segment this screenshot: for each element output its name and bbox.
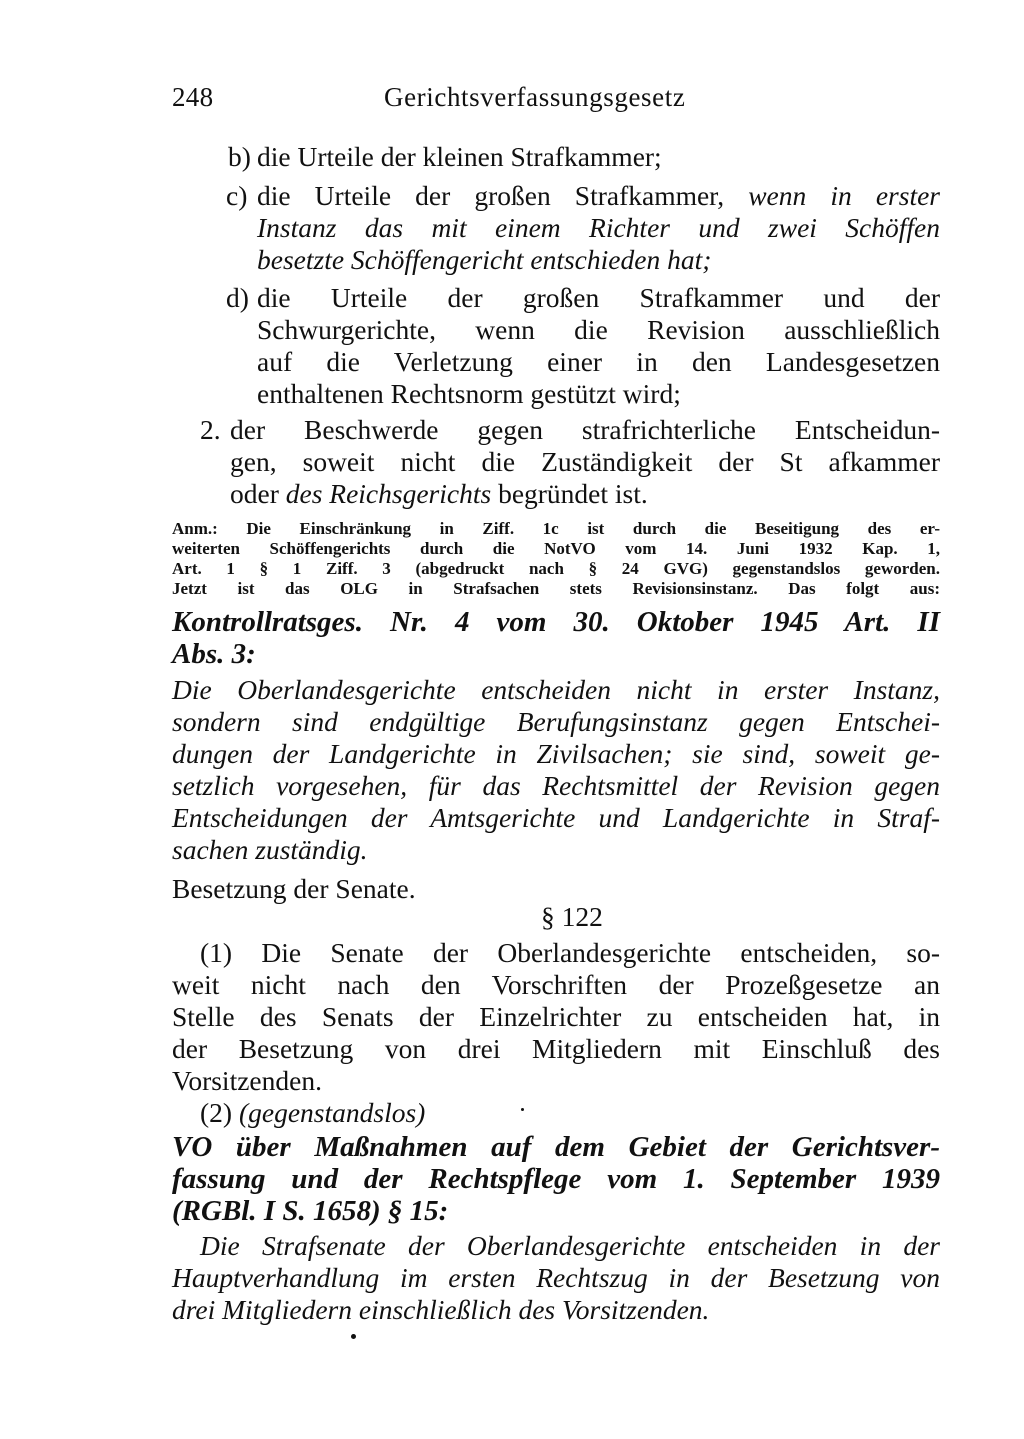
item-c-line-2: Instanz das mit einem Richter und zwei Schöffen bbox=[257, 212, 940, 243]
kontrollrat-text-4: setzlich vorgesehen, für das Rechtsmittel der Revision gegen bbox=[172, 770, 940, 801]
kontrollrat-heading-2: Abs. 3: bbox=[172, 638, 256, 670]
item-2-line-3-b: begründet ist. bbox=[498, 478, 648, 509]
item-d-line-1: die Urteile der großen Strafkammer und der bbox=[257, 282, 940, 313]
item-2-line-3-italic: des Reichsgerichts bbox=[285, 478, 492, 509]
item-2-line-2: gen, soweit nicht die Zuständigkeit der St afkammer bbox=[230, 446, 940, 477]
item-b-text: die Urteile der kleinen Strafkammer; bbox=[257, 141, 662, 172]
kontrollrat-heading-1: Kontrollratsges. Nr. 4 vom 30. Oktober 1945 Art. II bbox=[172, 606, 940, 638]
item-2-line-1: der Beschwerde gegen strafrichterliche Entscheidun- bbox=[230, 414, 940, 445]
item-c-line-1 bbox=[257, 180, 940, 212]
anm-line-1: Anm.: Die Einschränkung in Ziff. 1c ist durch die Beseitigung des er- bbox=[172, 519, 940, 538]
page-header bbox=[172, 82, 942, 118]
kontrollrat-text-5: Entscheidungen der Amtsgerichte und Landgerichte in Straf- bbox=[172, 802, 940, 833]
para-2-number: (2) bbox=[200, 1097, 233, 1128]
running-title: Gerichtsverfassungsgesetz bbox=[384, 82, 686, 112]
anm-line-3: Art. 1 § 1 Ziff. 3 (abgedruckt nach § 24 GVG) gegenstandslos geworden. bbox=[172, 559, 940, 578]
item-b-label: b) bbox=[228, 141, 251, 172]
kontrollrat-text-2: sondern sind endgültige Berufungsinstanz gegen Entschei- bbox=[172, 706, 940, 737]
item-c-label: c) bbox=[226, 180, 248, 211]
vo-text-1: Die Strafsenate der Oberlandesgerichte entscheiden in der bbox=[200, 1230, 940, 1261]
vo-heading-3: (RGBl. I S. 1658) § 15: bbox=[172, 1195, 449, 1227]
anm-line-4: Jetzt ist das OLG in Strafsachen stets Revisionsinstanz. Das folgt aus: bbox=[172, 579, 940, 598]
anm-line-2: weiterten Schöffengerichts durch die NotVO vom 14. Juni 1932 Kap. 1, bbox=[172, 539, 940, 558]
item-2-label: 2. bbox=[200, 414, 221, 445]
item-d-label: d) bbox=[226, 282, 249, 313]
item-d-line-3: auf die Verletzung einer in den Landesgesetzen bbox=[257, 346, 940, 377]
page-number: 248 bbox=[172, 82, 214, 112]
item-2-line-3 bbox=[230, 478, 648, 510]
item-2-line-3-a: oder bbox=[230, 478, 279, 509]
item-c-line-1-normal: die Urteile der großen Strafkammer, bbox=[257, 180, 725, 211]
vo-text-2: Hauptverhandlung im ersten Rechtszug in der Besetzung von bbox=[172, 1262, 940, 1293]
para-1-line-1: (1) Die Senate der Oberlandesgerichte entscheiden, so- bbox=[200, 937, 940, 968]
para-1-line-2: weit nicht nach den Vorschriften der Prozeßgesetze an bbox=[172, 969, 940, 1000]
para-1-line-4: der Besetzung von drei Mitgliedern mit Einschluß des bbox=[172, 1033, 940, 1064]
para-2-text: (gegenstandslos) bbox=[238, 1097, 426, 1128]
para-1-line-5: Vorsitzenden. bbox=[172, 1065, 322, 1096]
item-c-line-3: besetzte Schöffengericht entschieden hat; bbox=[257, 244, 712, 275]
kontrollrat-text-1: Die Oberlandesgerichte entscheiden nicht in erster Instanz, bbox=[172, 674, 940, 705]
kontrollrat-text-6: sachen zuständig. bbox=[172, 834, 368, 865]
scan-speck bbox=[351, 1334, 356, 1339]
para-1-line-3: Stelle des Senats der Einzelrichter zu entscheiden hat, in bbox=[172, 1001, 940, 1032]
vo-text-3: drei Mitgliedern einschließlich des Vorsitzenden. bbox=[172, 1294, 710, 1325]
section-number: § 122 bbox=[541, 901, 603, 932]
item-d-line-2: Schwurgerichte, wenn die Revision ausschließlich bbox=[257, 314, 940, 345]
section-subtitle: Besetzung der Senate. bbox=[172, 873, 416, 904]
item-d-line-4: enthaltenen Rechtsnorm gestützt wird; bbox=[257, 378, 681, 409]
scan-speck bbox=[521, 1108, 524, 1111]
item-c-line-1-italic: wenn in erster bbox=[748, 180, 940, 211]
para-2 bbox=[200, 1097, 425, 1129]
kontrollrat-text-3: dungen der Landgerichte in Zivilsachen; sie sind, soweit ge- bbox=[172, 738, 940, 769]
vo-heading-1: VO über Maßnahmen auf dem Gebiet der Gerichtsver- bbox=[172, 1131, 940, 1163]
vo-heading-2: fassung und der Rechtspflege vom 1. September 1939 bbox=[172, 1163, 940, 1195]
